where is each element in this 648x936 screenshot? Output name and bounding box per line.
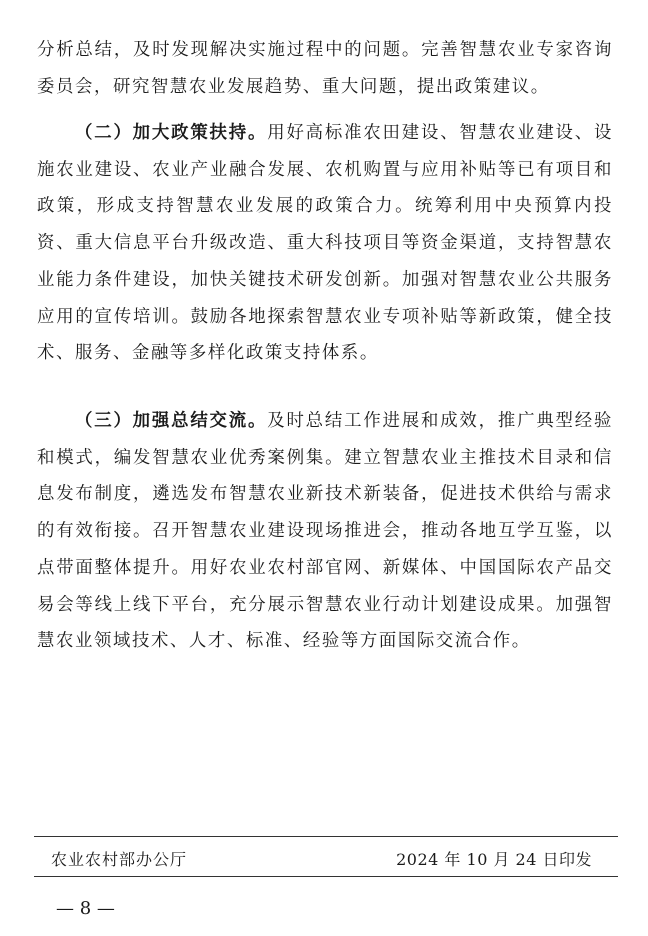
- paragraph-text: 用好高标准农田建设、智慧农业建设、设施农业建设、农业产业融合发展、农机购置与应用补贴等已有项目和政策，形成支持智慧农业发展的政策合力。统筹利用中央预算内投资、重大信息平台升级改造、重大科技项目等资金渠道，支持智慧农业能力条件建设，加快关键技术研发创新。加强对智慧农业公共服务应用的宣传培训。鼓励各地探索智慧农业专项补贴等新政策，健全技术、服务、金融等多样化政策支持体系。: [37, 123, 613, 364]
- section-heading: （二）加大政策扶持。: [75, 123, 268, 143]
- footer-bottom-rule: [34, 876, 618, 877]
- paragraph-summary-exchange: [37, 403, 613, 660]
- page-number: — 8 —: [56, 898, 115, 919]
- paragraph-text: 及时总结工作进展和成效，推广典型经验和模式，编发智慧农业优秀案例集。建立智慧农业主推技术目录和信息发布制度，遴选发布智慧农业新技术新装备，促进技术供给与需求的有效衔接。召开智慧农业建设现场推进会，推动各地互学互鉴，以点带面整体提升。用好农业农村部官网、新媒体、中国国际农产品交易会等线上线下平台，充分展示智慧农业行动计划建设成果。加强智慧农业领域技术、人才、标准、经验等方面国际交流合作。: [37, 411, 613, 652]
- section-heading: （三）加强总结交流。: [75, 411, 268, 431]
- paragraph-policy-support: [37, 115, 613, 372]
- issuer: 农业农村部办公厅: [51, 850, 188, 869]
- print-date: 2024 年 10 月 24 日印发: [396, 850, 592, 869]
- paragraph-text: 分析总结，及时发现解决实施过程中的问题。完善智慧农业专家咨询委员会，研究智慧农业发展趋势、重大问题，提出政策建议。: [37, 40, 613, 97]
- paragraph-continuation: [37, 32, 613, 105]
- footer-top-rule: [34, 836, 618, 837]
